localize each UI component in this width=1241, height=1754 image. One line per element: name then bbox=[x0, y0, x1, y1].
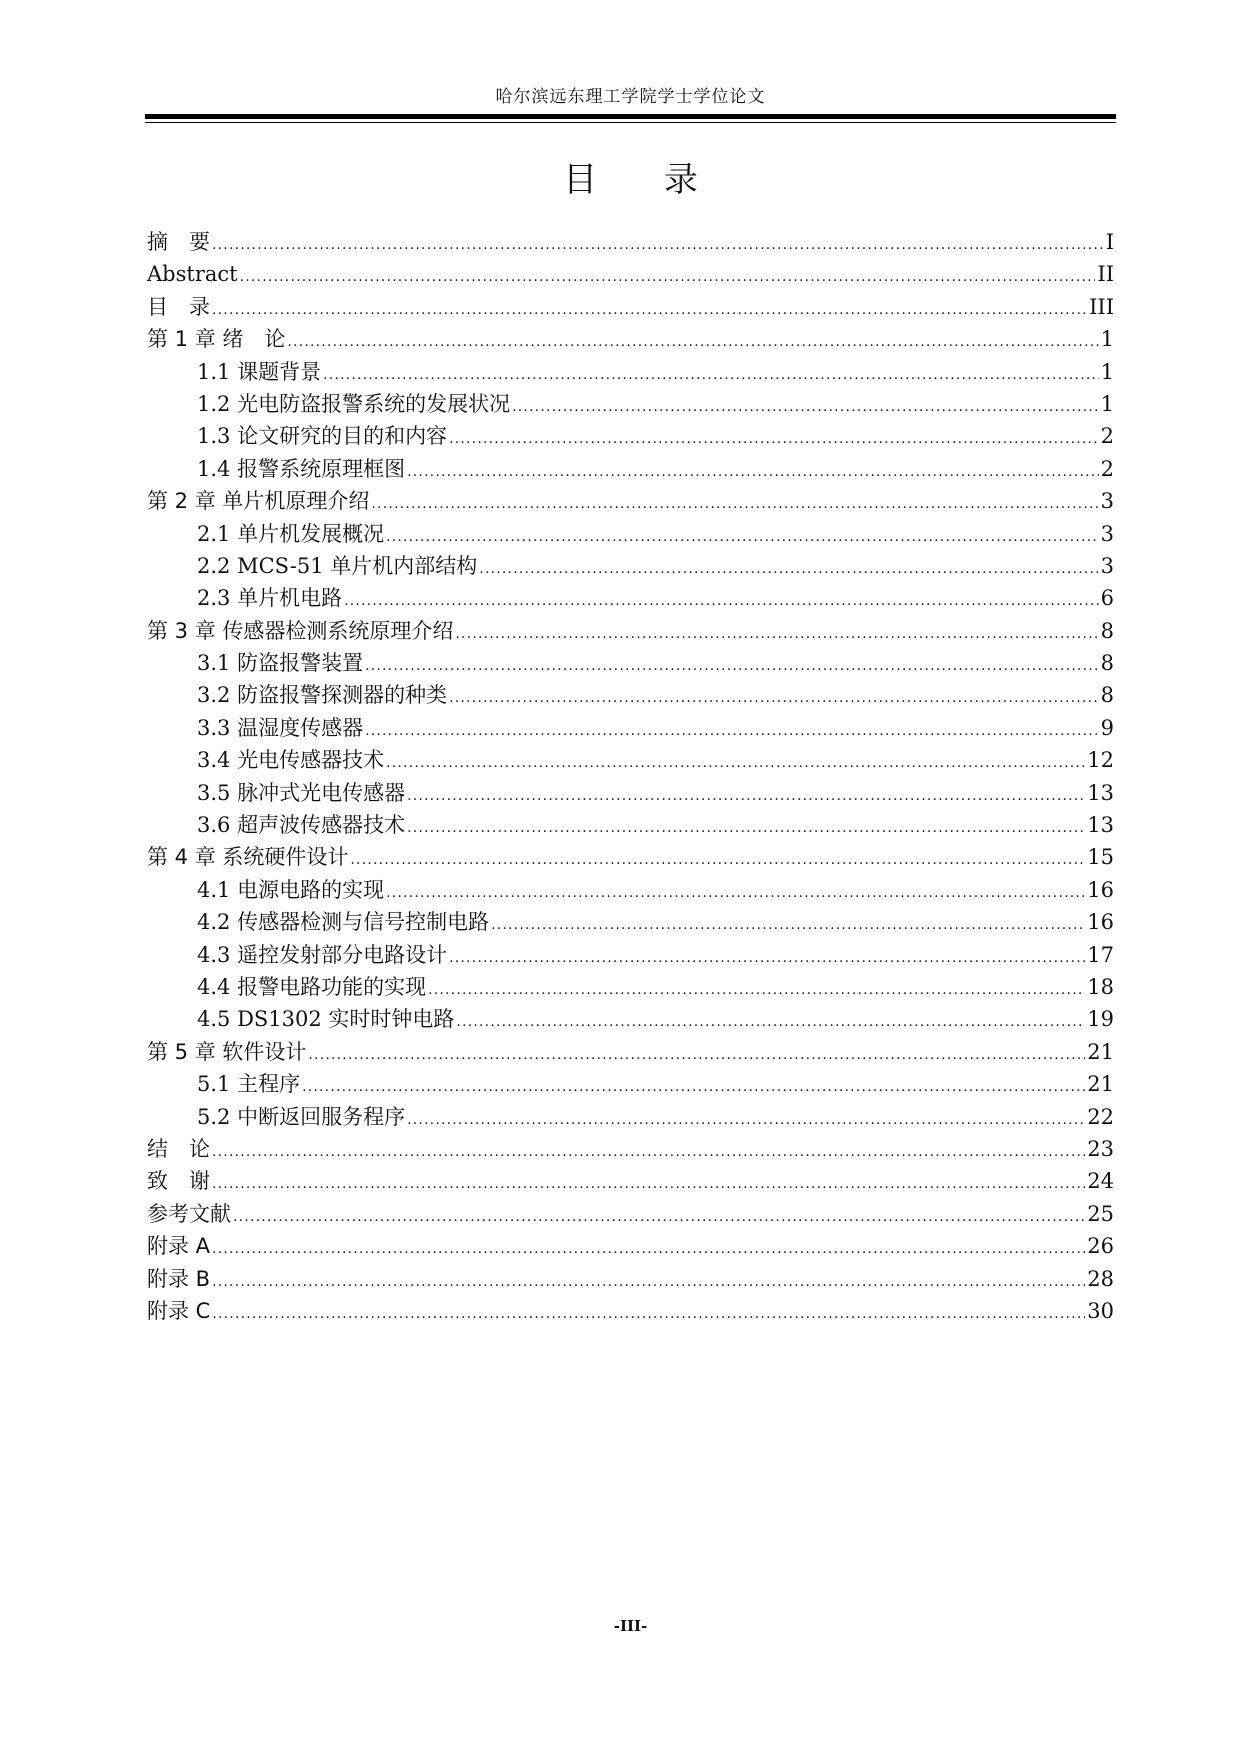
toc-entry-title: 摘 要 bbox=[147, 230, 210, 254]
toc-dot-leader bbox=[212, 1136, 1085, 1168]
toc-entry-title: 第 3 章 传感器检测系统原理介绍 bbox=[147, 618, 454, 643]
toc-entry[interactable] bbox=[147, 258, 1114, 290]
toc-entry[interactable] bbox=[147, 1165, 1114, 1197]
toc-dot-leader bbox=[308, 1039, 1085, 1071]
toc-dot-leader bbox=[456, 1006, 1085, 1038]
toc-dot-leader bbox=[386, 877, 1085, 909]
toc-dot-leader bbox=[344, 585, 1099, 617]
toc-entry[interactable] bbox=[147, 226, 1114, 258]
toc-entry-page: 16 bbox=[1087, 910, 1114, 935]
toc-entry-page: 12 bbox=[1087, 748, 1114, 773]
toc-entry-title: 2.3 单片机电路 bbox=[197, 586, 343, 611]
toc-entry-page: 18 bbox=[1087, 974, 1114, 999]
toc-entry[interactable] bbox=[147, 518, 1114, 550]
toc-entry-title: 2.2 MCS-51 单片机内部结构 bbox=[197, 553, 478, 578]
toc-entry[interactable] bbox=[147, 356, 1114, 388]
toc-dot-leader bbox=[212, 1298, 1085, 1330]
page-title: 目 录 bbox=[563, 160, 726, 200]
toc-entry-page: 3 bbox=[1100, 553, 1114, 578]
toc-entry-page: 16 bbox=[1087, 877, 1114, 902]
toc-dot-leader bbox=[491, 909, 1085, 941]
toc-entry-title: 1.4 报警系统原理框图 bbox=[197, 456, 406, 481]
toc-entry[interactable] bbox=[147, 615, 1114, 647]
toc-entry-page: 24 bbox=[1087, 1169, 1114, 1194]
header-rule-thick bbox=[145, 114, 1116, 119]
toc-dot-leader bbox=[407, 812, 1085, 844]
toc-entry[interactable] bbox=[147, 939, 1114, 971]
toc-entry-title: 附录 B bbox=[147, 1266, 211, 1291]
toc-entry[interactable] bbox=[147, 1230, 1114, 1262]
toc-dot-leader bbox=[479, 553, 1098, 585]
toc-dot-leader bbox=[407, 456, 1099, 488]
page-header: 哈尔滨远东理工学院学士学位论文 bbox=[495, 87, 766, 107]
toc-entry-page: 3 bbox=[1100, 489, 1114, 514]
toc-entry-page: 9 bbox=[1100, 715, 1114, 740]
toc-entry-title: Abstract bbox=[147, 262, 238, 287]
toc-dot-leader bbox=[386, 521, 1099, 553]
toc-entry[interactable] bbox=[147, 291, 1114, 323]
toc-dot-leader bbox=[302, 1071, 1085, 1103]
toc-entry-title: 1.2 光电防盗报警系统的发展状况 bbox=[197, 391, 511, 416]
toc-entry-page: 13 bbox=[1087, 813, 1114, 838]
toc-entry-title: 3.3 温湿度传感器 bbox=[197, 715, 364, 740]
toc-entry[interactable] bbox=[147, 841, 1114, 873]
toc-entry-title: 目 录 bbox=[147, 294, 210, 319]
toc-dot-leader bbox=[365, 715, 1099, 747]
toc-entry-page: 19 bbox=[1087, 1007, 1114, 1032]
toc-entry-title: 5.2 中断返回服务程序 bbox=[197, 1104, 406, 1129]
toc-entry[interactable] bbox=[147, 1003, 1114, 1035]
toc-entry[interactable] bbox=[147, 712, 1114, 744]
toc-dot-leader bbox=[455, 618, 1098, 650]
toc-entry-title: 3.5 脉冲式光电传感器 bbox=[197, 780, 406, 805]
toc-entry[interactable] bbox=[147, 420, 1114, 452]
toc-entry-page: 22 bbox=[1087, 1104, 1114, 1129]
toc-entry-page: 28 bbox=[1087, 1266, 1114, 1291]
header-rule-thin bbox=[145, 122, 1116, 123]
toc-entry[interactable] bbox=[147, 388, 1114, 420]
toc-entry-title: 5.1 主程序 bbox=[197, 1072, 301, 1097]
toc-dot-leader bbox=[350, 844, 1085, 876]
toc-dot-leader bbox=[233, 1201, 1085, 1233]
toc-entry-title: 致 谢 bbox=[147, 1169, 210, 1194]
toc-dot-leader bbox=[212, 1266, 1085, 1298]
toc-entry[interactable] bbox=[147, 550, 1114, 582]
toc-entry-page: 2 bbox=[1100, 424, 1114, 449]
toc-entry-page: 2 bbox=[1100, 456, 1114, 481]
toc-entry-page: 21 bbox=[1087, 1039, 1114, 1064]
toc-entry-page: 15 bbox=[1087, 845, 1114, 870]
toc-entry[interactable] bbox=[147, 1295, 1114, 1327]
toc-dot-leader bbox=[407, 1104, 1085, 1136]
toc-entry-page: 23 bbox=[1087, 1136, 1114, 1161]
toc-entry[interactable] bbox=[147, 582, 1114, 614]
toc-entry-title: 3.4 光电传感器技术 bbox=[197, 748, 385, 773]
toc-dot-leader bbox=[212, 229, 1104, 261]
toc-entry-title: 结 论 bbox=[147, 1136, 210, 1161]
toc-entry-page: 1 bbox=[1100, 359, 1114, 384]
toc-entry-title: 3.6 超声波传感器技术 bbox=[197, 813, 406, 838]
toc-entry[interactable] bbox=[147, 453, 1114, 485]
toc-entry[interactable] bbox=[147, 1036, 1114, 1068]
toc-entry-title: 4.1 电源电路的实现 bbox=[197, 877, 385, 902]
toc-entry-title: 第 4 章 系统硬件设计 bbox=[147, 845, 349, 870]
toc-entry-page: 8 bbox=[1100, 651, 1114, 676]
toc-entry-title: 3.1 防盗报警装置 bbox=[197, 651, 364, 676]
toc-dot-leader bbox=[240, 261, 1096, 293]
toc-entry[interactable] bbox=[147, 1101, 1114, 1133]
toc-entry[interactable] bbox=[147, 1263, 1114, 1295]
toc-dot-leader bbox=[212, 1233, 1085, 1265]
toc-entry[interactable] bbox=[147, 1133, 1114, 1165]
toc-dot-leader bbox=[287, 326, 1098, 358]
toc-dot-leader bbox=[365, 650, 1099, 682]
toc-entry[interactable] bbox=[147, 971, 1114, 1003]
table-of-contents bbox=[147, 226, 1114, 1327]
toc-entry-page: 13 bbox=[1087, 780, 1114, 805]
toc-entry-title: 2.1 单片机发展概况 bbox=[197, 521, 385, 546]
toc-entry-title: 3.2 防盗报警探测器的种类 bbox=[197, 683, 448, 708]
toc-entry[interactable] bbox=[147, 777, 1114, 809]
toc-dot-leader bbox=[449, 942, 1085, 974]
toc-entry-title: 1.1 课题背景 bbox=[197, 359, 322, 384]
toc-entry-page: 1 bbox=[1100, 391, 1114, 416]
toc-entry-page: II bbox=[1097, 262, 1114, 287]
toc-entry-title: 4.2 传感器检测与信号控制电路 bbox=[197, 910, 490, 935]
toc-entry-title: 1.3 论文研究的目的和内容 bbox=[197, 424, 448, 449]
toc-entry[interactable] bbox=[147, 906, 1114, 938]
toc-entry-title: 附录 C bbox=[147, 1298, 211, 1323]
toc-dot-leader bbox=[212, 294, 1087, 326]
toc-entry-title: 附录 A bbox=[147, 1234, 211, 1259]
toc-entry[interactable] bbox=[147, 1068, 1114, 1100]
toc-entry-page: 3 bbox=[1100, 521, 1114, 546]
toc-entry-title: 参考文献 bbox=[147, 1201, 231, 1226]
toc-entry[interactable] bbox=[147, 679, 1114, 711]
toc-dot-leader bbox=[428, 974, 1085, 1006]
toc-entry[interactable] bbox=[147, 485, 1114, 517]
toc-entry[interactable] bbox=[147, 1198, 1114, 1230]
toc-dot-leader bbox=[386, 747, 1085, 779]
page-number: -III- bbox=[613, 1617, 648, 1635]
toc-entry[interactable] bbox=[147, 874, 1114, 906]
toc-entry-page: 1 bbox=[1100, 327, 1114, 352]
toc-entry[interactable] bbox=[147, 323, 1114, 355]
toc-dot-leader bbox=[449, 682, 1099, 714]
toc-entry-title: 4.4 报警电路功能的实现 bbox=[197, 974, 427, 999]
toc-dot-leader bbox=[449, 423, 1099, 455]
toc-entry-page: I bbox=[1105, 230, 1114, 254]
toc-entry-page: 17 bbox=[1087, 942, 1114, 967]
toc-dot-leader bbox=[323, 359, 1099, 391]
toc-entry-title: 第 1 章 绪 论 bbox=[147, 327, 286, 352]
toc-entry[interactable] bbox=[147, 809, 1114, 841]
toc-entry-page: 6 bbox=[1100, 586, 1114, 611]
toc-entry-title: 第 2 章 单片机原理介绍 bbox=[147, 489, 370, 514]
toc-entry-page: 30 bbox=[1087, 1298, 1114, 1323]
toc-entry-page: 8 bbox=[1100, 683, 1114, 708]
toc-entry-page: 21 bbox=[1087, 1072, 1114, 1097]
toc-entry[interactable] bbox=[147, 744, 1114, 776]
toc-entry-title: 第 5 章 软件设计 bbox=[147, 1039, 307, 1064]
toc-entry-title: 4.5 DS1302 实时时钟电路 bbox=[197, 1007, 455, 1032]
toc-entry-page: 25 bbox=[1087, 1201, 1114, 1226]
toc-dot-leader bbox=[371, 488, 1098, 520]
toc-entry-page: 8 bbox=[1100, 618, 1114, 643]
toc-entry-page: 26 bbox=[1087, 1234, 1114, 1259]
toc-entry-title: 4.3 遥控发射部分电路设计 bbox=[197, 942, 448, 967]
toc-entry-page: III bbox=[1089, 294, 1114, 319]
toc-dot-leader bbox=[407, 780, 1085, 812]
toc-dot-leader bbox=[512, 391, 1099, 423]
toc-dot-leader bbox=[212, 1168, 1085, 1200]
toc-entry[interactable] bbox=[147, 647, 1114, 679]
